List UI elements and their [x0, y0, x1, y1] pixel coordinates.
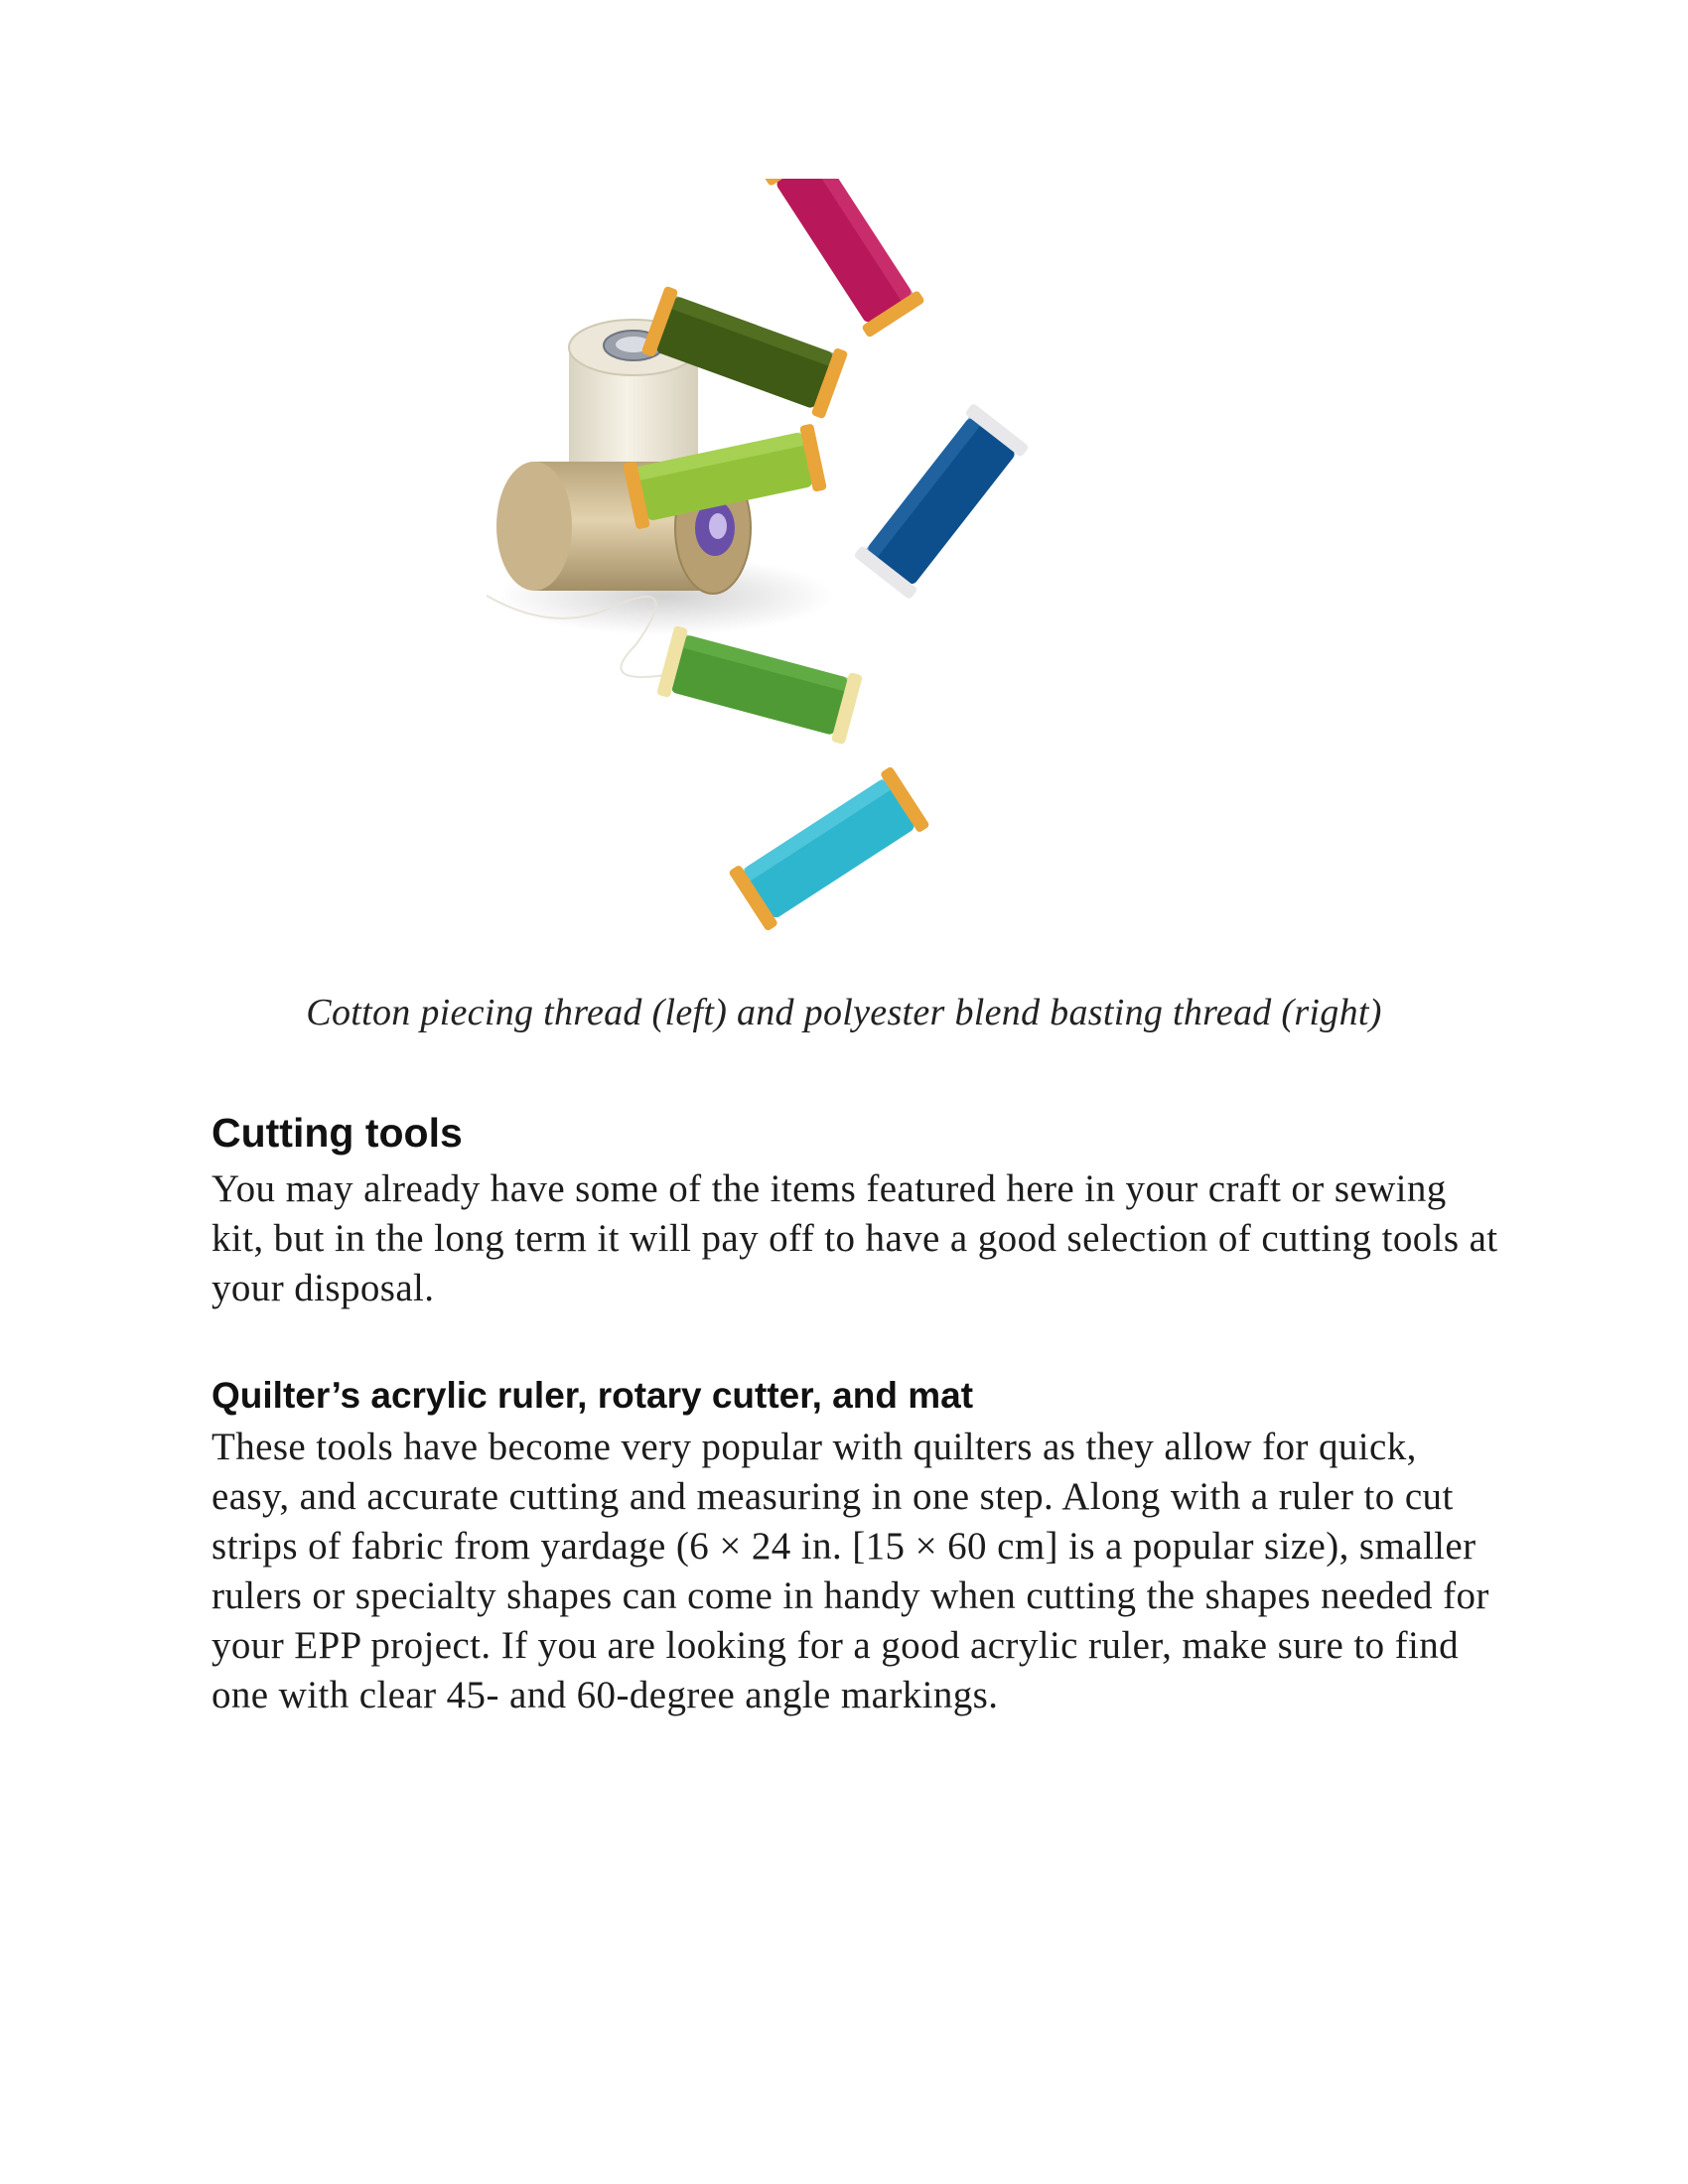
thread-spools-photo: [437, 179, 1251, 963]
magenta-thread-spool: [763, 179, 925, 339]
figure-caption: Cotton piecing thread (left) and polyester blend basting thread (right): [306, 992, 1382, 1033]
green-thread-spool: [656, 625, 863, 745]
turquoise-thread-spool: [728, 765, 930, 931]
section-intro-paragraph: You may already have some of the items featured here in your craft or sewing kit, but in the long term it will pay off to have a good selection of cutting tools at your disposal.: [211, 1167, 1498, 1309]
section-heading: Cutting tools: [211, 1110, 463, 1156]
subsection-body-paragraph: These tools have become very popular with quilters as they allow for quick, easy, and accurate cutting and measuring in one step. Along with a ruler to cut strips of fabric from yardage (6 × 24 in. [15 × 60 cm] is a popular size), smaller rulers or specialty shapes can come in handy when cutting the shapes needed for your EPP project. If you are looking for a good acrylic ruler, make sure to find one with clear 45- and 60-degree angle markings.: [211, 1426, 1489, 1716]
subsection-heading: Quilter’s acrylic ruler, rotary cutter, and mat: [211, 1375, 974, 1416]
navy-thread-spool: [853, 403, 1029, 601]
page-content: [211, 1110, 1502, 1720]
